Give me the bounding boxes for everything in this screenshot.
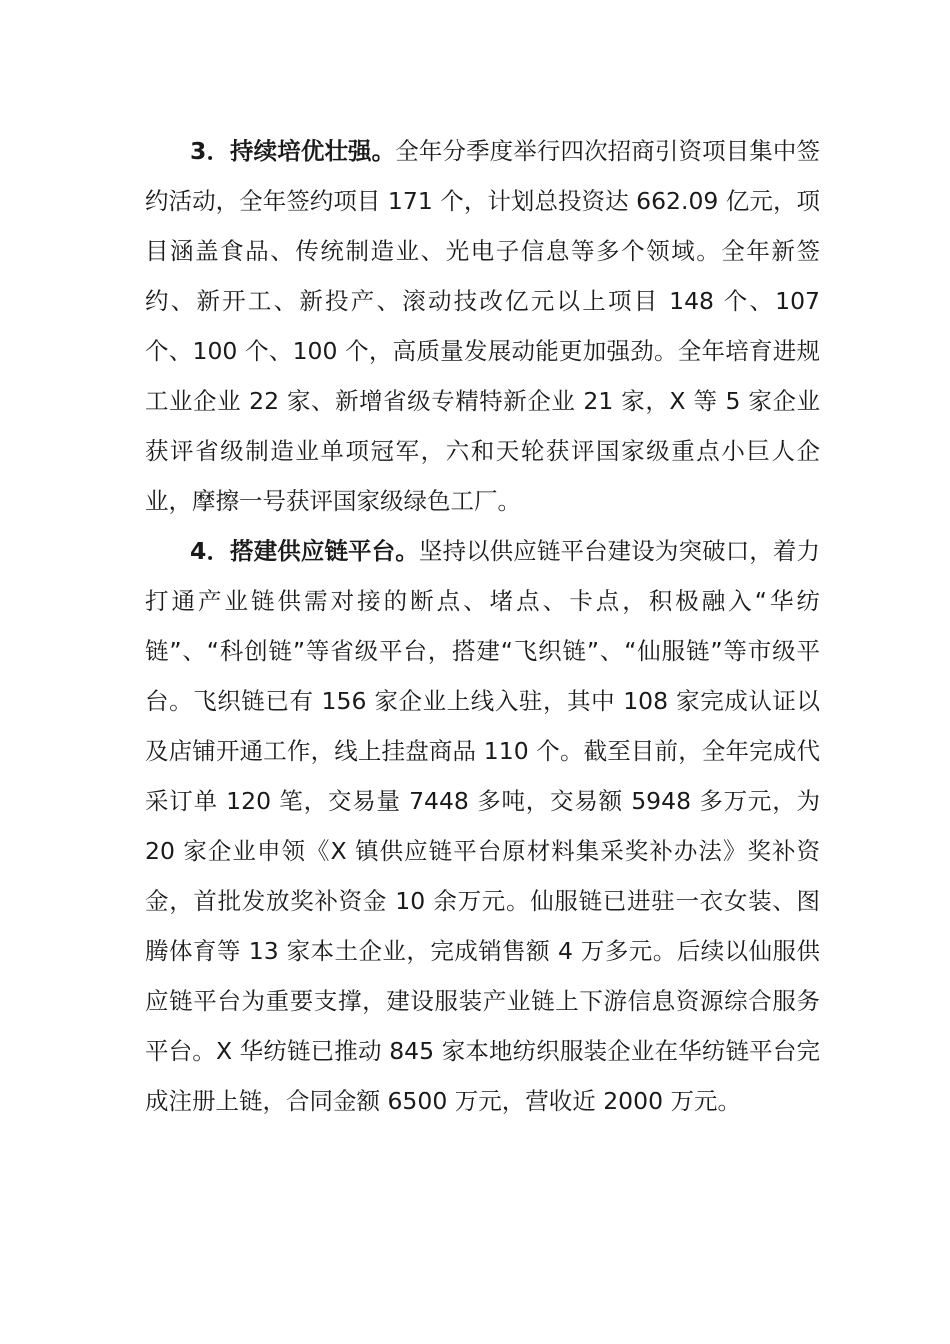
- paragraph-text: 坚持以供应链平台建设为突破口，着力打通产业链供需对接的断点、堵点、卡点，积极融入“华纺链”、“科创链”等省级平台，搭建“飞织链”、“仙服链”等市级平台。飞织链已有 156 家企业上线入驻，其中 108 家完成认证以及店铺开通工作，线上挂盘商品 110 个。截至目前，全年完成代采订单 120 笔，交易量 7448 多吨，交易额 5948 多万元，为 20 家企业申领《X 镇供应链平台原材料集采奖补办法》奖补资金，首批发放奖补资金 10 余万元。仙服链已进驻一衣女装、图腾体育等 13 家本土企业，完成销售额 4 万多元。后续以仙服供应链平台为重要支撑，建设服装产业链上下游信息资源综合服务平台。X 华纺链已推动 845 家本地纺织服装企业在华纺链平台完成注册上链，合同金额 6500 万元，营收近 2000 万元。: [145, 537, 820, 1115]
- paragraph-text: 全年分季度举行四次招商引资项目集中签约活动，全年签约项目 171 个，计划总投资达 662.09 亿元，项目涵盖食品、传统制造业、光电子信息等多个领域。全年新签约、新开工、新投产、滚动技改亿元以上项目 148 个、107 个、100 个、100 个，高质量发展动能更加强劲。全年培育进规工业企业 22 家、新增省级专精特新企业 21 家，X 等 5 家企业获评省级制造业单项冠军，六和天轮获评国家级重点小巨人企业，摩擦一号获评国家级绿色工厂。: [145, 137, 820, 515]
- paragraph-supply-growth: [145, 126, 820, 526]
- document-body: [145, 126, 820, 1126]
- paragraph-heading: 3．持续培优壮强。: [190, 137, 396, 165]
- paragraph-heading: 4．搭建供应链平台。: [190, 537, 419, 565]
- paragraph-supply-chain-platform: [145, 526, 820, 1126]
